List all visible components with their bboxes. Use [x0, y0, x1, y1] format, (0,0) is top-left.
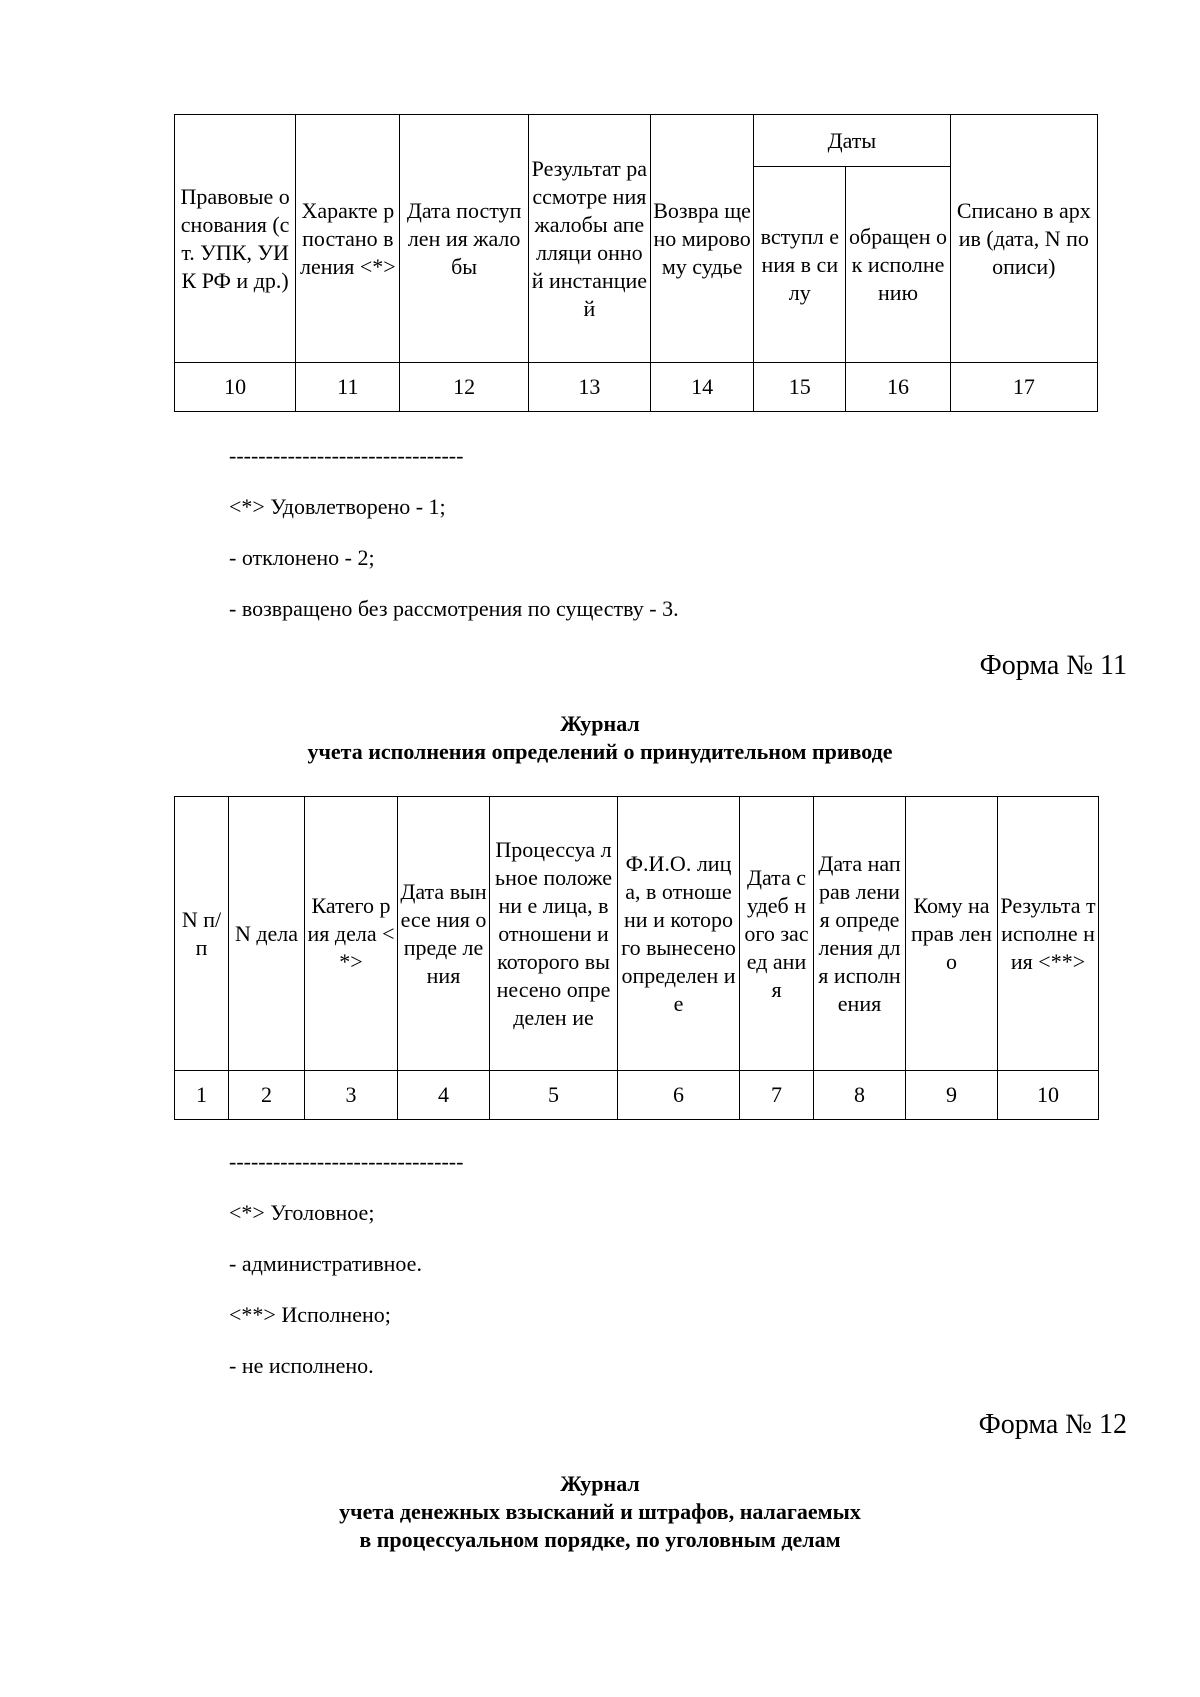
- header-returned-to-judge: Возвра щено мирово му судье: [650, 115, 753, 363]
- column-number: 15: [754, 363, 846, 412]
- header-hearing-date: Дата судеб ного засед ания: [740, 797, 814, 1071]
- header-ruling-nature: Характе р постано вления <*>: [296, 115, 400, 363]
- footnote-separator: --------------------------------: [229, 1149, 464, 1174]
- header-case-category: Катего рия дела <*>: [305, 797, 398, 1071]
- table-row: [175, 1071, 1099, 1120]
- compulsory-appearance-journal-table: [174, 796, 1099, 1120]
- column-number: 6: [618, 1071, 740, 1120]
- footnote-line: <*> Удовлетворено - 1;: [229, 494, 446, 519]
- table-row: [175, 363, 1098, 412]
- column-number: 10: [175, 363, 296, 412]
- header-execution-result: Результа т исполне ния <**>: [998, 797, 1099, 1071]
- journal-subtitle: учета исполнения определений о принудительном приводе: [307, 739, 893, 764]
- appeal-journal-table-continuation: [174, 114, 1098, 412]
- header-procedural-status: Процессуа льное положени е лица, в отношени и которого вынесено определен ие: [490, 797, 618, 1071]
- header-ruling-date: Дата вынесе ния опреде ления: [398, 797, 490, 1071]
- header-appeal-result: Результат рассмотре ния жалобы апелляци онной инстанцие й: [528, 115, 650, 363]
- footnote-line: - административное.: [229, 1251, 422, 1276]
- column-number: 17: [950, 363, 1097, 412]
- header-sent-to: Кому направ лено: [906, 797, 998, 1071]
- form-number-label: Форма № 11: [979, 650, 1127, 681]
- header-complaint-date: Дата поступлен ия жалобы: [400, 115, 528, 363]
- footnote-separator: --------------------------------: [229, 443, 464, 468]
- column-number: 2: [229, 1071, 305, 1120]
- column-number: 1: [175, 1071, 229, 1120]
- header-dates: Даты: [754, 115, 950, 167]
- footnote-line: - возвращено без рассмотрения по существу - 3.: [229, 596, 679, 621]
- journal-title: Журнал: [560, 711, 640, 736]
- journal-subtitle: в процессуальном порядке, по уголовным делам: [359, 1527, 841, 1552]
- header-legal-grounds: Правовые основания (ст. УПК, УИК РФ и др.): [175, 115, 296, 363]
- footnote-line: <*> Уголовное;: [229, 1200, 375, 1225]
- header-dispatch-date: Дата направ ления опреде ления для исполн ения: [814, 797, 906, 1071]
- column-number: 10: [998, 1071, 1099, 1120]
- form-number-label: Форма № 12: [978, 1409, 1127, 1440]
- column-number: 4: [398, 1071, 490, 1120]
- column-number: 13: [528, 363, 650, 412]
- column-number: 7: [740, 1071, 814, 1120]
- column-number: 3: [305, 1071, 398, 1120]
- column-number: 9: [906, 1071, 998, 1120]
- journal-title: Журнал: [560, 1471, 640, 1496]
- column-number: 12: [400, 363, 528, 412]
- column-number: 14: [650, 363, 753, 412]
- footnote-line: - отклонено - 2;: [229, 545, 375, 570]
- header-entry-into-force: вступл ения в силу: [754, 167, 846, 363]
- footnote-line: <**> Исполнено;: [229, 1302, 391, 1327]
- footnote-line: - не исполнено.: [229, 1353, 374, 1378]
- header-case-number: N дела: [229, 797, 305, 1071]
- column-number: 8: [814, 1071, 906, 1120]
- column-number: 16: [846, 363, 950, 412]
- header-archived: Списано в архив (дата, N по описи): [950, 115, 1097, 363]
- column-number: 11: [296, 363, 400, 412]
- header-row-number: N п/п: [175, 797, 229, 1071]
- header-person-name: Ф.И.О. лица, в отношени и которого вынесено определен ие: [618, 797, 740, 1071]
- column-number: 5: [490, 1071, 618, 1120]
- header-sent-for-execution: обращен о к исполне нию: [846, 167, 950, 363]
- journal-subtitle: учета денежных взысканий и штрафов, налагаемых: [339, 1499, 861, 1524]
